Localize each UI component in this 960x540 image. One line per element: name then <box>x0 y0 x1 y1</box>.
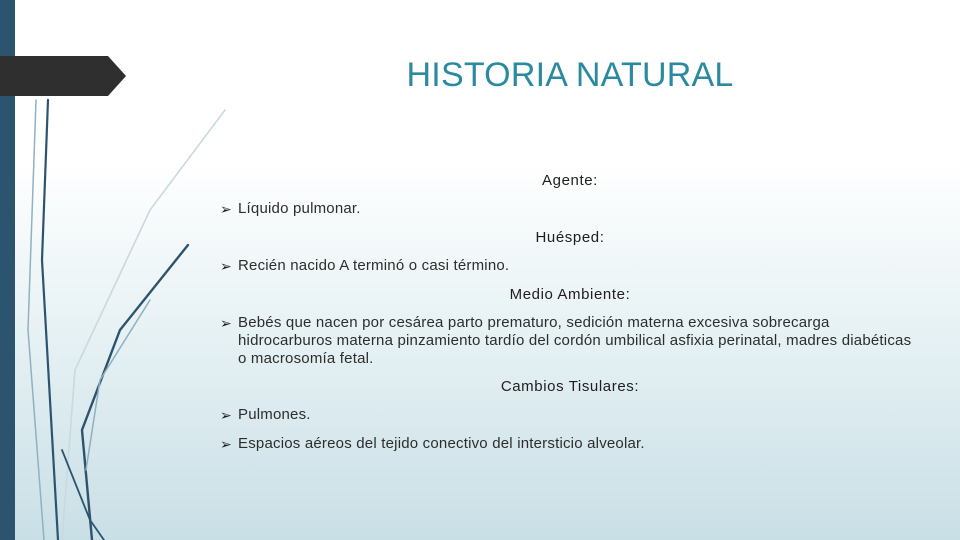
section-medio-ambiente <box>220 286 920 368</box>
section-heading: Medio Ambiente: <box>509 286 631 303</box>
section-heading: Cambios Tisulares: <box>500 378 640 395</box>
bullet-text: Pulmones. <box>238 406 311 423</box>
section-agente <box>220 172 920 218</box>
arrow-bullet-icon: ➢ <box>220 436 232 452</box>
bullet-item <box>220 200 920 218</box>
bullet-item <box>220 435 920 453</box>
section-cambios-tisulares <box>220 378 920 453</box>
arrow-bullet-icon: ➢ <box>220 407 232 423</box>
title-tab-shape <box>0 56 126 96</box>
arrow-bullet-icon: ➢ <box>220 315 232 331</box>
bullet-item <box>220 406 920 424</box>
section-heading: Huésped: <box>535 229 605 246</box>
bullet-item <box>220 257 920 275</box>
bullet-text: Espacios aéreos del tejido conectivo del intersticio alveolar. <box>238 435 645 452</box>
slide-title: HISTORIA NATURAL <box>406 56 734 94</box>
section-huesped <box>220 229 920 275</box>
arrow-bullet-icon: ➢ <box>220 201 232 217</box>
bullet-text: Líquido pulmonar. <box>238 200 361 217</box>
section-heading: Agente: <box>542 172 598 189</box>
bullet-item <box>220 314 920 368</box>
arrow-bullet-icon: ➢ <box>220 258 232 274</box>
bullet-text: Bebés que nacen por cesárea parto prematuro, sedición materna excesiva sobrecarga hidrocarburos materna pinzamiento tardío del cordón umbilical asfixia perinatal, madres diabéticas o macrosomía fetal. <box>238 314 912 367</box>
bullet-text: Recién nacido A terminó o casi término. <box>238 257 510 274</box>
